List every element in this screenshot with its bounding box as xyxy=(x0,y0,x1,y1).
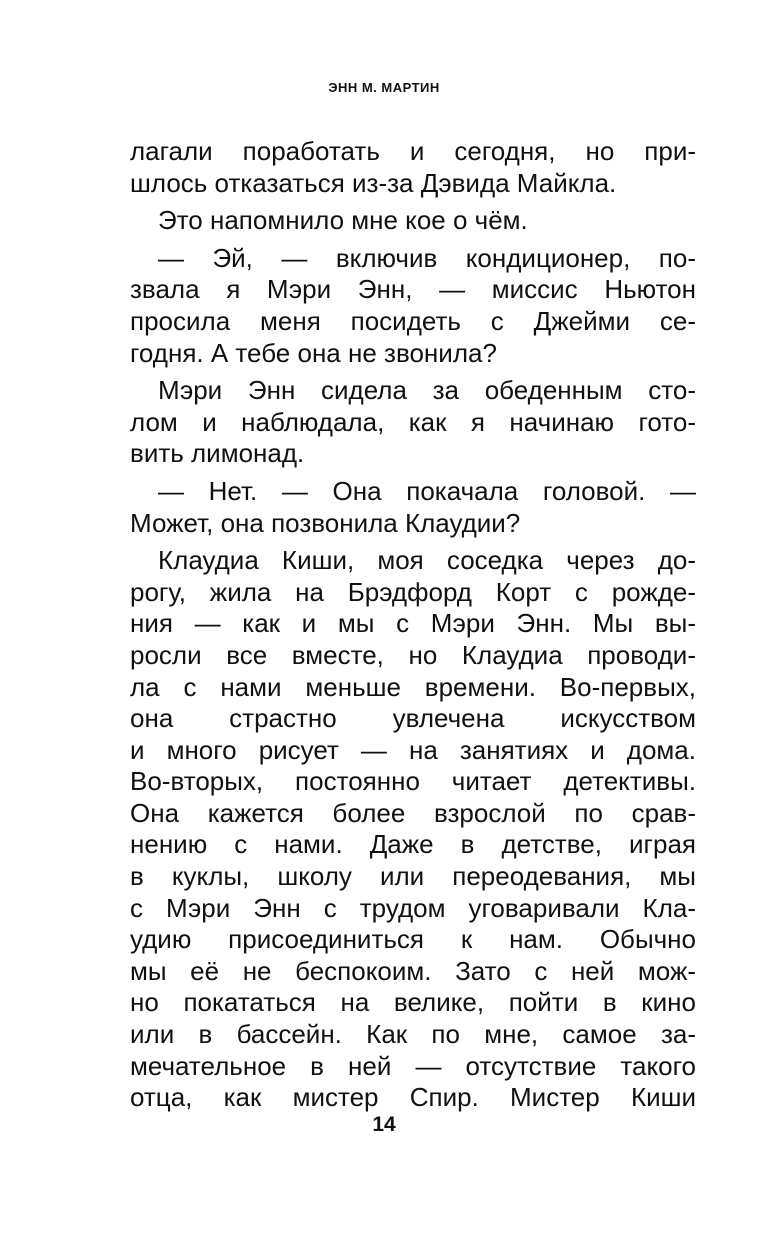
text-line: лагали поработать и сегодня, но при- xyxy=(130,136,696,166)
running-head: ЭНН М. МАРТИН xyxy=(328,80,440,95)
text-line: с Мэри Энн с трудом уговаривали Кла- xyxy=(130,892,696,923)
text-line: мы её не беспокоим. Зато с ней мож- xyxy=(130,955,696,986)
text-line: Это напомнило мне кое о чём. xyxy=(158,205,528,236)
text-line: звала я Мэри Энн, — миссис Ньютон xyxy=(130,274,696,305)
text-line: Мэри Энн сидела за обеденным сто- xyxy=(158,375,696,406)
text-line: Во-вторых, постоянно читает детективы. xyxy=(130,766,696,797)
text-line: удию присоединиться к нам. Обычно xyxy=(130,924,696,955)
page-number: 14 xyxy=(372,1113,396,1136)
text-line: или в бассейн. Как по мне, самое за- xyxy=(130,1019,696,1050)
text-line: но покататься на велике, пойти в кино xyxy=(130,987,696,1018)
text-line: мечательное в ней — отсутствие такого xyxy=(130,1050,696,1081)
text-line: годня. А тебе она не звонила? xyxy=(130,337,497,368)
text-line: Может, она позвонила Клаудии? xyxy=(130,507,521,538)
text-line: в куклы, школу или переодевания, мы xyxy=(130,861,696,892)
text-line: Клаудиа Киши, моя соседка через до- xyxy=(158,545,696,576)
text-line: вить лимонад. xyxy=(130,438,305,469)
text-line: ла с нами меньше времени. Во-первых, xyxy=(130,671,696,702)
text-line: лом и наблюдала, как я начинаю гото- xyxy=(130,406,696,437)
text-line: и много рисует — на занятиях и дома. xyxy=(130,734,696,765)
text-line: рогу, жила на Брэдфорд Корт с рожде- xyxy=(130,576,696,607)
text-line: она страстно увлечена искусством xyxy=(130,703,696,734)
text-line: — Нет. — Она покачала головой. — xyxy=(158,475,696,506)
text-line: — Эй, — включив кондиционер, по- xyxy=(158,242,696,273)
text-line: шлось отказаться из-за Дэвида Майкла. xyxy=(130,167,617,198)
body-text xyxy=(130,136,696,1114)
text-line: просила меня посидеть с Джейми се- xyxy=(130,305,696,336)
text-line: ния — как и мы с Мэри Энн. Мы вы- xyxy=(130,608,696,639)
text-line: нению с нами. Даже в детстве, играя xyxy=(130,829,696,860)
text-line: Она кажется более взрослой по срав- xyxy=(130,797,696,828)
text-line: росли все вместе, но Клаудиа проводи- xyxy=(130,639,696,670)
text-line: отца, как мистер Спир. Мистер Киши xyxy=(130,1082,696,1113)
